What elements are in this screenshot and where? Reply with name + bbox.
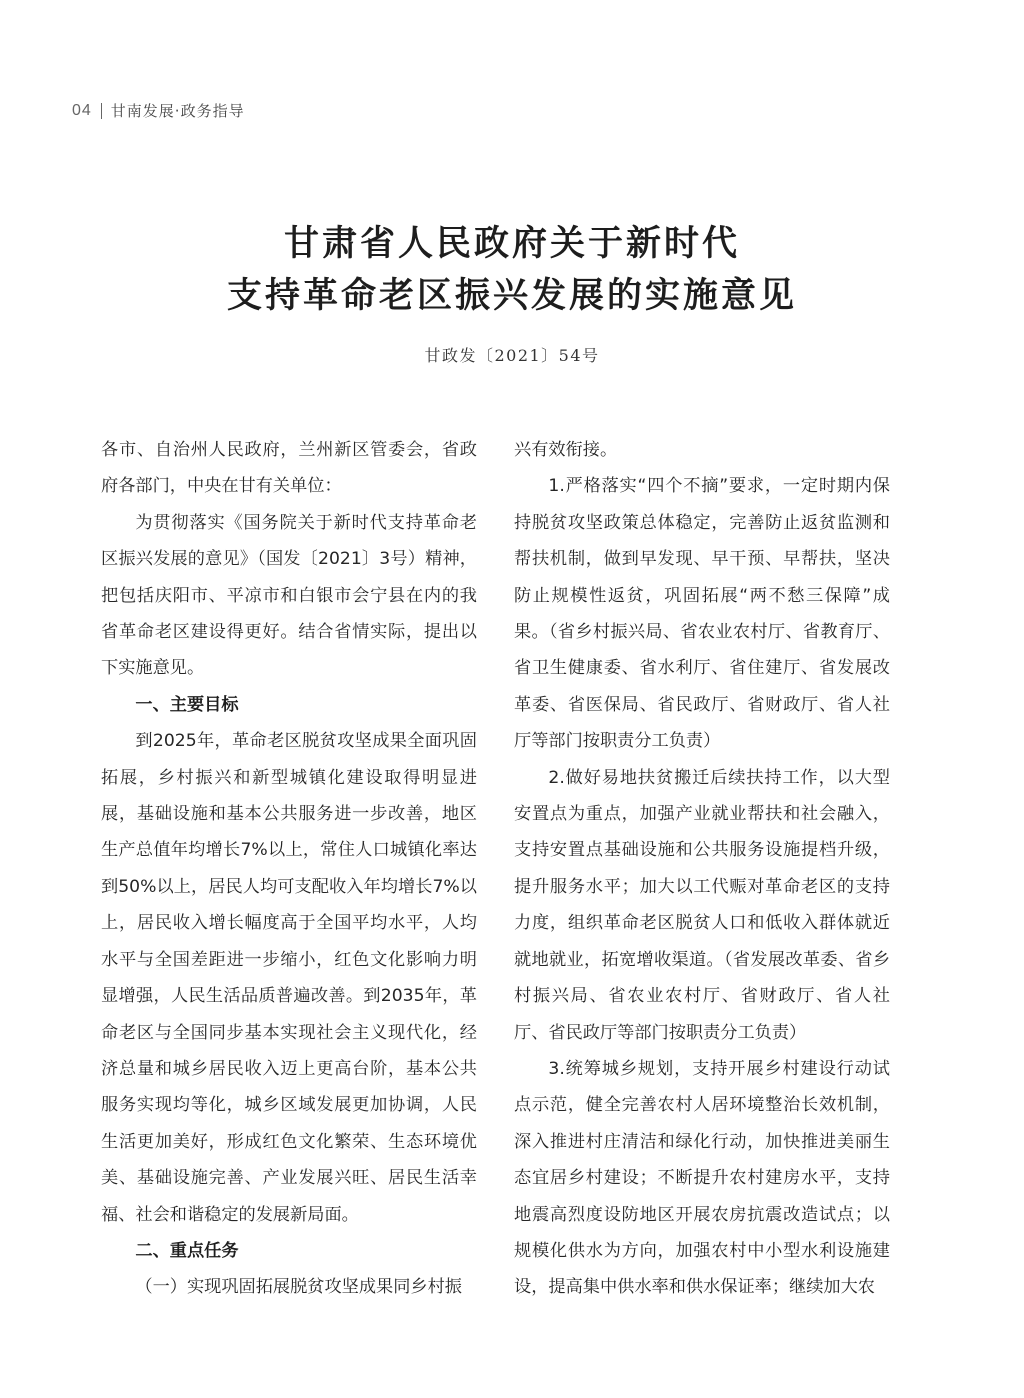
section-heading-goals: 一、主要目标 xyxy=(135,694,239,715)
header-divider xyxy=(101,103,102,119)
task-item-3: 3.统筹城乡规划，支持开展乡村建设行动试点示范，健全完善农村人居环境整治长效机制，深入推进村庄清洁和绿化行动，加快推进美丽生态宜居乡村建设；不断提升农村建房水平，支持地震高烈度设防地区开展农房抗震改造试点；以规模化供水为方向，加强农村中小型水利设施建设，提高集中供水率和供水保证率；继续加大农 xyxy=(514,1058,890,1298)
title-line-1: 甘肃省人民政府关于新时代 xyxy=(283,223,740,264)
document-number: 甘政发〔2021〕54号 xyxy=(424,346,600,365)
document-title xyxy=(0,218,1024,322)
task-item-1: 1.严格落实“四个不摘”要求，一定时期内保持脱贫攻坚政策总体稳定，完善防止返贫监测和帮扶机制，做到早发现、早干预、早帮扶，坚决防止规模性返贫，巩固拓展“两不愁三保障”成果。（省乡村振兴局、省农业农村厅、省教育厅、省卫生健康委、省水利厅、省住建厅、省发展改革委、省医保局、省民政厅、省财政厅、省人社厅等部门按职责分工负责） xyxy=(514,476,890,752)
title-line-2: 支持革命老区振兴发展的实施意见 xyxy=(226,275,797,316)
task-item-2: 2.做好易地扶贫搬迁后续扶持工作，以大型安置点为重点，加强产业就业帮扶和社会融入，支持安置点基础设施和公共服务设施提档升级，提升服务水平；加大以工代赈对革命老区的支持力度，组织革命老区脱贫人口和低收入群体就近就地就业，拓宽增收渠道。（省发展改革委、省乡村振兴局、省农业农村厅、省财政厅、省人社厅、省民政厅等部门按职责分工负责） xyxy=(514,767,890,1043)
right-column xyxy=(514,432,890,1306)
subsection-heading-1: （一）实现巩固拓展脱贫攻坚成果同乡村振 xyxy=(135,1277,462,1298)
continuation-text: 兴有效衔接。 xyxy=(514,440,618,460)
left-column xyxy=(101,432,477,1306)
page-number: 04 xyxy=(72,101,92,119)
section-heading-tasks: 二、重点任务 xyxy=(135,1240,239,1261)
salutation: 各市、自治州人民政府，兰州新区管委会，省政府各部门，中央在甘有关单位： xyxy=(101,440,477,497)
running-header xyxy=(72,100,245,121)
goals-paragraph: 到2025年，革命老区脱贫攻坚成果全面巩固拓展，乡村振兴和新型城镇化建设取得明显进展，基础设施和基本公共服务进一步改善，地区生产总值年均增长7%以上，常住人口城镇化率达到50%以上，居民人均可支配收入年均增长7%以上，居民收入增长幅度高于全国平均水平，人均水平与全国差距进一步缩小，红色文化影响力明显增强，人民生活品质普遍改善。到2035年，革命老区与全国同步基本实现社会主义现代化，经济总量和城乡居民收入迈上更高台阶，基本公共服务实现均等化，城乡区域发展更加协调，人民生活更加美好，形成红色文化繁荣、生态环境优美、基础设施完善、产业发展兴旺、居民生活幸福、社会和谐稳定的发展新局面。 xyxy=(101,731,477,1225)
intro-paragraph: 为贯彻落实《国务院关于新时代支持革命老区振兴发展的意见》（国发〔2021〕3号）精神，把包括庆阳市、平凉市和白银市会宁县在内的我省革命老区建设得更好。结合省情实际，提出以下实施意见。 xyxy=(101,512,477,679)
publication-name: 甘南发展·政务指导 xyxy=(110,102,245,120)
